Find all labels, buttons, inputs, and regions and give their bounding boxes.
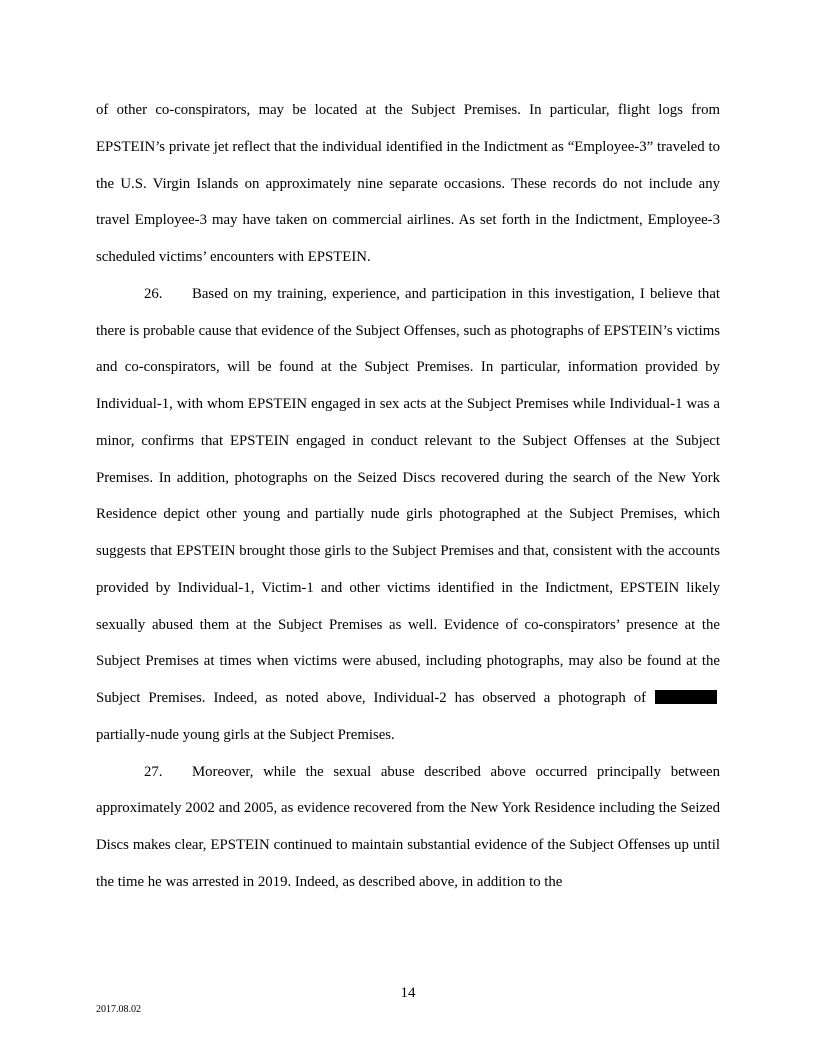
document-body [96, 92, 720, 901]
redaction-box [655, 690, 717, 704]
paragraph-number: 27. [144, 763, 163, 780]
paragraph-26 [96, 276, 720, 754]
paragraph-continuation: of other co-conspirators, may be located at the Subject Premises. In particular, flight logs from EPSTEIN’s private jet reflect that the individual identified in the Indictment as “Employee-3” traveled to the U.S. Virgin Islands on approximately nine separate occasions. These records do not include any travel Employee-3 may have taken on commercial airlines. As set forth in the Indictment, Employee-3 scheduled victims’ encounters with EPSTEIN. [96, 102, 720, 265]
paragraph-number: 26. [144, 285, 163, 302]
page-number: 14 [400, 985, 416, 1001]
paragraph-27-text: Moreover, while the sexual abuse described above occurred principally between approximately 2002 and 2005, as evidence recovered from the New York Residence including the Seized Discs makes clear, EPSTEIN continued to maintain substantial evidence of the Subject Offenses up until the time he was arrested in 2019. Indeed, as described above, in addition to the [96, 763, 720, 890]
paragraph-27 [96, 754, 720, 901]
paragraph-26-text-end: partially-nude young girls at the Subject Premises. [96, 726, 395, 743]
paragraph-26-text: Based on my training, experience, and participation in this investigation, I believe that there is probable cause that evidence of the Subject Offenses, such as photographs of EPSTEIN’s victims and co-conspirators, will be found at the Subject Premises. In particular, information provided by Individual-1, with whom EPSTEIN engaged in sex acts at the Subject Premises while Individual-1 was a minor, confirms that EPSTEIN engaged in conduct relevant to the Subject Offenses at the Subject Premises. In addition, photographs on the Seized Discs recovered during the search of the New York Residence depict other young and partially nude girls photographed at the Subject Premises, which suggests that EPSTEIN brought those girls to the Subject Premises and that, consistent with the accounts provided by Individual-1, Victim-1 and other victims identified in the Indictment, EPSTEIN likely sexually abused them at the Subject Premises as well. Evidence of co-conspirators’ presence at the Subject Premises at times when victims were abused, including photographs, may also be found at the Subject Premises. Indeed, as noted above, Individual-2 has observed a photograph of [96, 285, 720, 706]
footer-date-code: 2017.08.02 [96, 1004, 141, 1015]
